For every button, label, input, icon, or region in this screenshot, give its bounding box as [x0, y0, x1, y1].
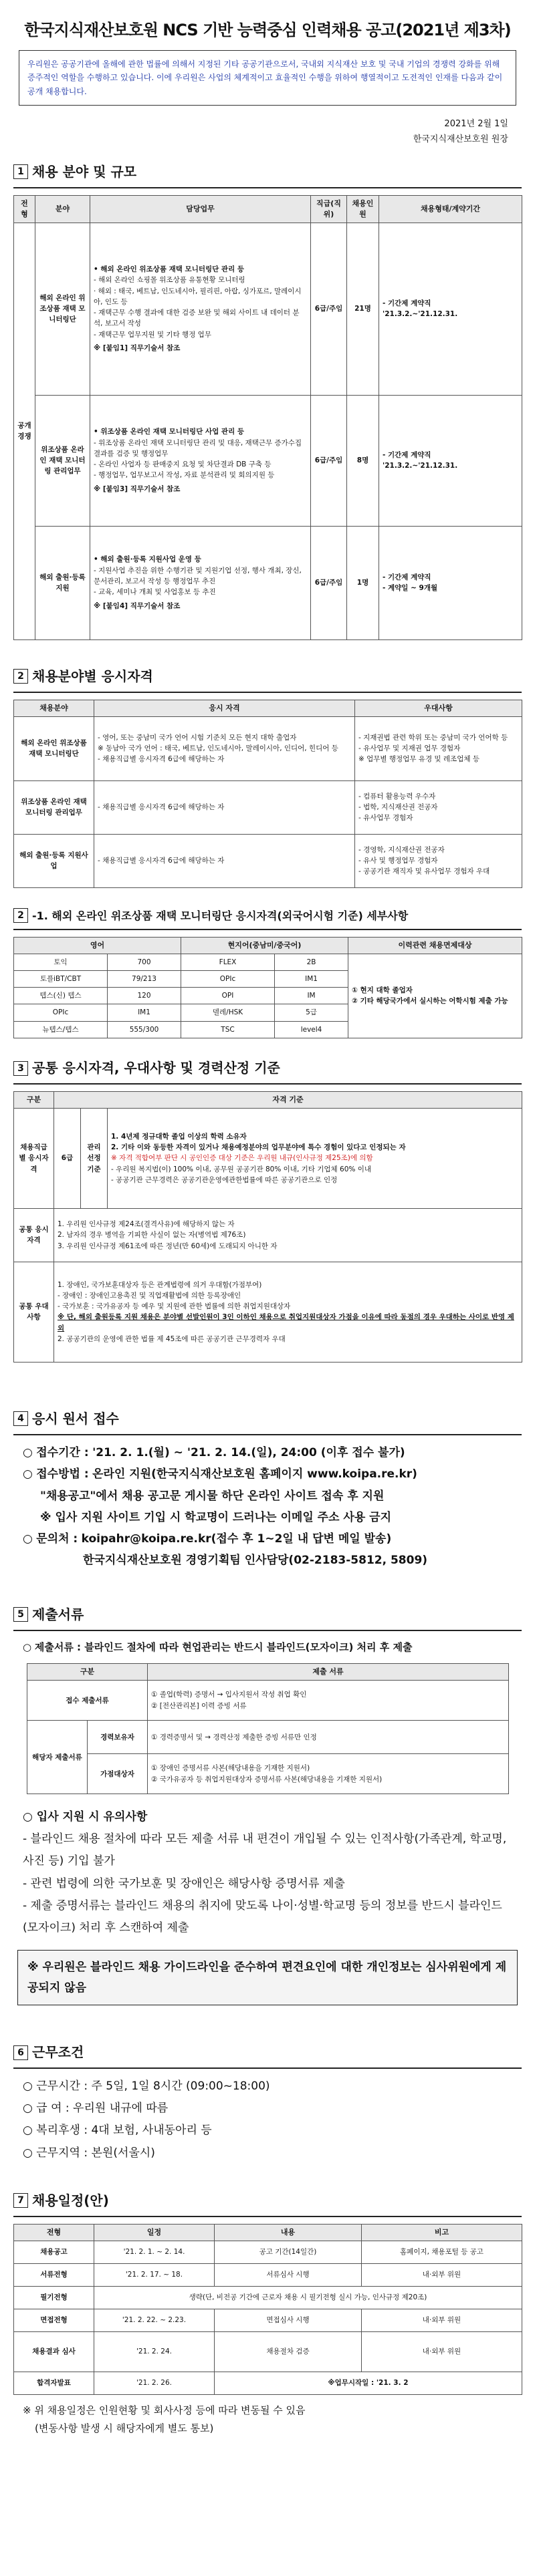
announce-org: 한국지식재산보호원 원장 [413, 134, 508, 145]
th-count: 채용인원 [347, 195, 379, 223]
sched-date: '21. 2. 22. ~ 2.23. [94, 2309, 215, 2331]
row3-duty-0: • 해외 출원·등록 지원사업 운영 등 [94, 555, 201, 564]
table-row [14, 2286, 522, 2309]
th-c-criteria: 자격 기준 [54, 1092, 522, 1109]
th-d-docs: 제출 서류 [148, 1664, 509, 1681]
contact-phone: 한국지식재산보호원 경영기획팀 인사담당(02-2183-5812, 5809) [83, 1554, 428, 1568]
lang-cell: OPIc [181, 970, 275, 987]
th-q-prefs: 우대사항 [355, 700, 522, 716]
lang-cell: OPIc [14, 1004, 108, 1021]
announce-date: 2021년 2월 1일 [444, 118, 508, 129]
row3-form-type: - 기간제 계약직 [383, 573, 431, 581]
qualification-table [13, 700, 522, 888]
lang-cell: level4 [275, 1021, 348, 1038]
lang-cell: IM1 [108, 1004, 181, 1021]
contact-line: ○ 문의처 : koipahr@koipa.re.kr(접수 후 1~2일 내 답변 메일 발송) [23, 1532, 392, 1546]
cq2-label: 공통 응시 자격 [14, 1208, 54, 1262]
d1-group: 접수 제출서류 [27, 1681, 148, 1721]
section-2a-title: -1. 해외 온라인 위조상품 재택 모니터링단 응시자격(외국어시험 기준) 세부사항 [32, 909, 409, 922]
lang-cell: FLEX [181, 954, 275, 970]
common-qual-table [13, 1091, 522, 1363]
section-4-title: 응시 원서 접수 [32, 1410, 119, 1427]
row2-form [379, 395, 522, 526]
q1-field: 해외 온라인 위조상품 재택 모니터링단 [14, 716, 94, 780]
th-type: 전형 [14, 195, 35, 223]
q1-qual-0: - 영어, 또는 중남미 국가 언어 시험 기준치 모든 현지 대학 출업자 [98, 733, 297, 742]
method-value[interactable]: 온라인 지원(한국지식재산보호원 홈페이지 www.koipa.re.kr) [92, 1467, 417, 1481]
sched-written-note: 생략(단, 비전공 기간에 근로자 채용 시 필기전형 실시 가능, 인사규정 제20조) [94, 2286, 522, 2309]
q1-pref-1: - 유사업무 및 지재권 업무 경험자 [358, 744, 461, 752]
section-2a-rule [13, 929, 522, 930]
d2-sub: 경력보유자 [88, 1721, 148, 1754]
q2-pref-0: - 컴퓨터 활용능력 우수자 [358, 792, 436, 801]
contact-email[interactable]: koipahr@koipa.re.kr(접수 후 1~2일 내 답변 메일 발송) [81, 1532, 392, 1546]
language-header [14, 937, 522, 954]
th-s-note: 비고 [362, 2224, 522, 2241]
section-7-title: 채용일정(안) [32, 2192, 109, 2208]
period-value: '21. 2. 1.(월) ~ '21. 2. 14.(일), 24:00 (이후 접수 불가) [92, 1445, 405, 1459]
lang-cell: 토플iBT/CBT [14, 970, 108, 987]
section-4-heading [13, 1409, 522, 1429]
lang-cell: OPI [181, 988, 275, 1004]
d1-item-0: ① 졸업(학력) 증명서 → 입사지원서 작성 취업 확인 [151, 1691, 307, 1699]
row2-count: 8명 [347, 395, 379, 526]
row1-duty-2: · 해외 : 태국, 베트남, 인도네시아, 필리핀, 아랍, 싱가포르, 말레이시아, 인도 등 [94, 287, 302, 306]
table-row [14, 1108, 522, 1208]
q3-qual-0: - 채용직급별 응시자격 6급에 해당하는 자 [98, 856, 225, 865]
lang-cell: 555/300 [108, 1021, 181, 1038]
cq2-line-1: 2. 남자의 경우 병역을 기피한 사실이 없는 자(병역법 제76조) [58, 1231, 246, 1240]
row2-duty-0: • 위조상품 온라인 재택 모니터링단 사업 관리 등 [94, 428, 245, 436]
table-row [14, 2372, 522, 2394]
section-1-rule [13, 187, 522, 188]
row3-form [379, 526, 522, 639]
th-q-quals: 응시 자격 [94, 700, 355, 716]
method-label: 접수방법 : [36, 1467, 89, 1481]
table-row [14, 2331, 522, 2372]
docs-lead: ○ 제출서류 : 블라인드 절차에 따라 현업관리는 반드시 블라인드(모자이크) 처리 후 제출 [23, 1640, 413, 1653]
lang-cell: 델레/HSK [181, 1004, 275, 1021]
section-3-title: 공통 응시자격, 우대사항 및 경력산정 기준 [32, 1060, 280, 1077]
schedule-note [23, 2402, 512, 2438]
schedule-note-line-1: ※ 위 채용일정은 인원현황 및 회사사정 등에 따라 변동될 수 있음 [23, 2404, 306, 2416]
caution-0: - 블라인드 채용 절차에 따라 모든 제출 서류 내 편견이 개입될 수 있는 인적사항(가족관계, 학교명, 사진 등) 기입 불가 [23, 1832, 507, 1868]
section-5-rule [13, 1630, 522, 1631]
table-row [14, 223, 522, 395]
cq1-line-3: - 우리원 복지법(이) 100% 이내, 공무원 공공기관 80% 이내, 기타 기업체 60% 이내 [111, 1165, 371, 1173]
condition-0: ○ 근무시간 : 주 5일, 1일 8시간 (09:00~18:00) [23, 2080, 270, 2094]
cq1-line-1: 2. 기타 이와 동등한 자격이 있거나 채용예정분야의 업무분야에 특수 경험이 있다고 인정되는 자 [111, 1143, 406, 1152]
sched-date: '21. 2. 26. [94, 2372, 215, 2394]
recruit-table [13, 195, 522, 640]
th-grade: 직급(직위) [311, 195, 347, 223]
table-row [14, 2309, 522, 2331]
lang-cell: IM1 [275, 970, 348, 987]
section-1-heading [13, 162, 522, 182]
q3-quals [94, 834, 355, 887]
table-row [27, 1754, 509, 1794]
row1-ref: ※ [붙임1] 직무기술서 참조 [94, 343, 181, 352]
contact-label: 문의처 : [36, 1532, 78, 1546]
cq1-line-2: ※ 자격 적합여부 판단 시 공인인증 대상 기준은 우리원 내규(인사규정 제25조)에 의함 [111, 1154, 373, 1163]
lang-cell: IM [275, 988, 348, 1004]
table-row [14, 780, 522, 834]
row2-duty-2: - 온라인 사업자 등 판매중지 요청 및 차단결과 DB 구축 등 [94, 460, 272, 469]
table-row [14, 395, 522, 526]
table-row [27, 1681, 509, 1721]
sched-stage: 면접전형 [14, 2309, 94, 2331]
caution-1: - 관련 법령에 의한 국가보훈 및 장애인은 해당사항 증명서류 제출 [23, 1876, 345, 1890]
row3-duty-2: - 교육, 세미나 개최 및 사업홍보 등 추진 [94, 588, 216, 597]
section-3-heading [13, 1058, 522, 1078]
common-qual-header [14, 1092, 522, 1109]
section-6-heading [13, 2043, 522, 2062]
th-s-stage: 전형 [14, 2224, 94, 2241]
th-q-field: 채용분야 [14, 700, 94, 716]
section-3-number: 3 [13, 1061, 28, 1076]
cq3-line-3: ※ 단, 해외 출원등록 지원 채용은 분야별 선발인원이 3인 이하인 채용으로 취업지원대상자 가점을 이유에 따라 동점의 경우 우대하는 사이로 반영 제외 [58, 1313, 514, 1332]
condition-2-text: 복리후생 : 4대 보험, 사내동아리 등 [36, 2124, 212, 2138]
th-duties: 담당업무 [90, 195, 311, 223]
sched-date: '21. 2. 24. [94, 2331, 215, 2372]
caution-2: - 제출 증명서류는 블라인드 채용의 취지에 맞도록 나이·성별·학교명 등의 정보를 반드시 블라인드(모자이크) 처리 후 스캔하여 제출 [23, 1898, 502, 1935]
cq1-line-0: 1. 4년제 정규대학 졸업 이상의 학력 소유자 [111, 1132, 247, 1141]
lang-cell: 79/213 [108, 970, 181, 987]
method-detail: "채용공고"에서 채용 공고문 게시물 하단 온라인 사이트 접속 후 지원 [40, 1489, 385, 1503]
sched-start-note: ※업무시작일 : '21. 3. 2 [215, 2372, 522, 2394]
docs-table [27, 1663, 509, 1794]
intro-box: 우리원은 공공기관에 올해에 관한 법률에 의해서 지정된 기타 공공기관으로서, 국내외 지식재산 보호 및 국내 기업의 경쟁력 강화를 위해 증주적인 역할을 수행하고 있습니다. 이에 우리원은 사업의 체계적이고 효율적인 수행을 위하여 행열적이고 도전적인 인재를 다음과 같이 공개 채용합니다. [19, 50, 516, 106]
caution-title-text: 입사 지원 시 유의사항 [36, 1810, 148, 1824]
application-info [23, 1442, 512, 1572]
sched-stage: 서류전형 [14, 2263, 94, 2286]
sched-content: 채용절차 검증 [215, 2331, 362, 2372]
period-line: ○ 접수기간 : '21. 2. 1.(월) ~ '21. 2. 14.(일), 24:00 (이후 접수 불가) [23, 1445, 405, 1459]
table-row [14, 2263, 522, 2286]
table-row [14, 2241, 522, 2263]
q3-pref-2: - 공공기관 재직자 및 유사업무 경험자 우대 [358, 867, 490, 876]
row3-form-period: - 계약일 ~ 9개월 [383, 584, 438, 593]
row2-field: 위조상품 온라인 재택 모니터링 관리업무 [35, 395, 90, 526]
row1-duties [90, 223, 311, 395]
row3-count: 1명 [347, 526, 379, 639]
section-6-number: 6 [13, 2045, 28, 2060]
row1-form-period: '21.3.2.~'21.12.31. [383, 310, 458, 319]
q3-prefs [355, 834, 522, 887]
sched-stage: 채용공고 [14, 2241, 94, 2263]
condition-2: ○ 복리후생 : 4대 보험, 사내동아리 등 [23, 2124, 212, 2138]
row3-grade: 6급/주임 [311, 526, 347, 639]
row1-duty-3: - 재택근무 수행 결과에 대한 검증 보완 및 해외 사이트 내 데이터 분석, 보고서 작성 [94, 309, 300, 328]
d3-item-1: ② 국가유공자 등 취업지원대상자 증명서류 사본(해당내용을 기재한 지원서) [151, 1775, 383, 1783]
row3-field: 해외 출원·등록 지원 [35, 526, 90, 639]
q2-field: 위조상품 온라인 재택 모니터링 관리업무 [14, 780, 94, 834]
th-exempt: 이력관련 채용면제대상 [348, 937, 522, 954]
blind-notice: ※ 우리원은 블라인드 채용 가이드라인을 준수하여 편견요인에 대한 개인정보는 심사위원에게 제공되지 않음 [17, 1950, 518, 2005]
cq2-line-2: 3. 우리원 인사규정 제61조에 따른 정년(만 60세)에 도래되지 아니한 자 [58, 1242, 278, 1250]
q1-qual-1: ※ 동남아 국가 언어 : 태국, 베트남, 인도네시아, 말레이시아, 인디어, 힌디어 등 [98, 744, 338, 752]
lang-cell: 120 [108, 988, 181, 1004]
q2-pref-2: - 유사업무 경험자 [358, 814, 413, 823]
th-s-date: 일정 [94, 2224, 215, 2241]
d1-item-1: ② [전산관리본] 이력 증빙 서류 [151, 1701, 247, 1710]
lang-cell: 뉴텝스/텝스 [14, 1021, 108, 1038]
period-label: 접수기간 : [36, 1445, 89, 1459]
table-row [27, 1721, 509, 1754]
q3-field: 해외 출원·등록 지원사업 [14, 834, 94, 887]
row2-grade: 6급/주임 [311, 395, 347, 526]
sched-note: 내·외부 위원 [362, 2309, 522, 2331]
q1-pref-2: ※ 업무별 행정업무 유경 및 레조업체 등 [358, 755, 479, 764]
lang-cell: 5급 [275, 1004, 348, 1021]
section-7-number: 7 [13, 2193, 28, 2208]
q1-prefs [355, 716, 522, 780]
email-notice: ※ 입사 지원 사이트 기입 시 학교명이 드러나는 이메일 주소 사용 금지 [40, 1510, 392, 1524]
condition-3-text: 근무지역 : 본원(서울시) [36, 2146, 155, 2160]
q1-pref-0: - 지재권법 관련 학위 또는 중남미 국가 언어학 등 [358, 733, 508, 742]
section-4-rule [13, 1434, 522, 1435]
section-7-heading [13, 2191, 522, 2210]
lang-cell: TSC [181, 1021, 275, 1038]
section-2a-heading [13, 908, 522, 923]
th-field: 분야 [35, 195, 90, 223]
lang-cell: 2B [275, 954, 348, 970]
lang-cell: 700 [108, 954, 181, 970]
table-row [14, 716, 522, 780]
section-4-number: 4 [13, 1411, 28, 1426]
d2-item-0: ① 경력증명서 및 → 경력산정 제출한 증빙 서류만 인정 [151, 1733, 317, 1741]
section-5-heading [13, 1605, 522, 1624]
lang-cell: 토익 [14, 954, 108, 970]
row2-form-type: - 기간제 계약직 [383, 450, 431, 459]
cq1-grade-sub: 관리 선정 기준 [81, 1108, 108, 1208]
cq2-line-0: 1. 우리원 인사규정 제24조(결격사유)에 해당하지 않는 자 [58, 1220, 235, 1229]
row1-duty-0: • 해외 온라인 위조상품 재택 모니터링단 관리 등 [94, 265, 245, 274]
schedule-header [14, 2224, 522, 2241]
q2-qual-0: - 채용직급별 응시자격 6급에 해당하는 자 [98, 803, 225, 811]
row3-duty-1: - 지원사업 추진을 위한 수행기관 및 지원기업 선정, 행사 개최, 장신, 문서관리, 보고서 작성 등 행정업무 추진 [94, 566, 302, 585]
th-local: 현지어(중남미/중국어) [181, 937, 348, 954]
q3-pref-0: - 경영학, 지식재산권 전공자 [358, 845, 445, 854]
method-line: ○ 접수방법 : 온라인 지원(한국지식재산보호원 홈페이지 www.koipa.re.kr) [23, 1467, 417, 1481]
cq3-line-4: 2. 공공기관의 운영에 관한 법률 제 45조에 따른 공공기관 근무경력자 우대 [58, 1334, 286, 1343]
cq3-lines [54, 1262, 522, 1362]
section-2-heading [13, 667, 522, 686]
condition-3: ○ 근무지역 : 본원(서울시) [23, 2146, 155, 2160]
cq1-label: 채용직급별 응시자격 [14, 1108, 54, 1208]
sched-stage: 채용결과 심사 [14, 2331, 94, 2372]
section-2-title: 채용분야별 응시자격 [32, 668, 153, 684]
th-d-group: 구분 [27, 1664, 148, 1681]
cq1-line-4: - 공공기관 근무경력은 공공기관운영에관한법률에 따른 공공기관으로 인정 [111, 1175, 338, 1184]
table-row [14, 1208, 522, 1262]
section-2a-number: 2 [13, 908, 28, 923]
section-3-rule [13, 1083, 522, 1085]
table-row [14, 526, 522, 639]
condition-1-text: 급 여 : 우리원 내규에 따름 [36, 2102, 169, 2116]
d1-items [148, 1681, 509, 1721]
q3-pref-1: - 유사 및 행정업무 경험자 [358, 856, 438, 865]
d2-group: 해당자 제출서류 [27, 1721, 88, 1794]
q1-quals [94, 716, 355, 780]
condition-1: ○ 급 여 : 우리원 내규에 따름 [23, 2102, 169, 2116]
schedule-table [13, 2224, 522, 2395]
docs-header [27, 1664, 509, 1681]
cq1-grade: 6급 [54, 1108, 81, 1208]
section-2-rule [13, 692, 522, 693]
sched-content: 공고 기간(14일간) [215, 2241, 362, 2263]
lang-cell: 텝스(신) 텝스 [14, 988, 108, 1004]
section-7-rule [13, 2216, 522, 2217]
d2-items [148, 1721, 509, 1754]
d3-items [148, 1754, 509, 1794]
th-english: 영어 [14, 937, 181, 954]
sched-content: 면접심사 시행 [215, 2309, 362, 2331]
row3-ref: ※ [붙임4] 직무기술서 참조 [94, 601, 181, 610]
row1-duty-1: - 해외 온라인 쇼핑몰 위조상품 유통현황 모니터링 [94, 276, 245, 285]
sched-date: '21. 2. 17. ~ 18. [94, 2263, 215, 2286]
th-s-content: 내용 [215, 2224, 362, 2241]
sched-note: 내·외부 위원 [362, 2331, 522, 2372]
section-1-number: 1 [13, 164, 28, 179]
row2-duty-3: - 행정업무, 업무보고서 작성, 자료 분석관리 및 회의지원 등 [94, 471, 275, 480]
row1-count: 21명 [347, 223, 379, 395]
recruit-table-header [14, 195, 522, 223]
sched-date: '21. 2. 1. ~ 2. 14. [94, 2241, 215, 2263]
section-5-number: 5 [13, 1607, 28, 1622]
d3-sub: 가점대상자 [88, 1754, 148, 1794]
row1-form [379, 223, 522, 395]
q2-quals [94, 780, 355, 834]
exempt-item-1: ② 기타 해당국가에서 실시하는 어학시험 제출 가능 [352, 997, 508, 1006]
section-6-rule [13, 2067, 522, 2069]
caution-title: ○ 입사 지원 시 유의사항 [23, 1810, 148, 1824]
sched-stage: 필기전형 [14, 2286, 94, 2309]
sched-stage: 합격자발표 [14, 2372, 94, 2394]
cq3-line-0: 1. 장애인, 국가보훈대상자 등은 관계법령에 의거 우대함(가점부여) [58, 1280, 262, 1289]
th-form: 채용형태/계약기간 [379, 195, 522, 223]
schedule-note-line-2: (변동사항 발생 시 해당자에게 별도 통보) [35, 2422, 214, 2434]
q2-pref-1: - 법학, 지식재산권 전공자 [358, 803, 438, 811]
row3-duties [90, 526, 311, 639]
row2-form-period: '21.3.2.~'21.12.31. [383, 462, 458, 470]
section-2-number: 2 [13, 669, 28, 684]
qualification-header [14, 700, 522, 716]
page-title: 한국지식재산보호원 NCS 기반 능력중심 인력채용 공고(2021년 제3차) [24, 21, 511, 39]
q2-prefs [355, 780, 522, 834]
section-5-title: 제출서류 [32, 1606, 84, 1622]
work-conditions [23, 2076, 512, 2164]
table-row [14, 954, 522, 970]
row1-duty-4: - 재택근무 업무지원 및 기타 행정 업무 [94, 330, 211, 339]
table-row [14, 1262, 522, 1362]
sched-note: 홈페이지, 채용포털 등 공고 [362, 2241, 522, 2263]
row1-form-type: - 기간제 계약직 [383, 299, 431, 307]
row1-field: 해외 온라인 위조상품 재택 모니터링단 [35, 223, 90, 395]
d3-item-0: ① 장애인 증명서류 사본(해당내용을 기재한 지원서) [151, 1764, 310, 1773]
row1-grade: 6급/주임 [311, 223, 347, 395]
caution-list [23, 1806, 512, 1939]
group-label: 공개경쟁 [14, 223, 35, 639]
row2-duties [90, 395, 311, 526]
table-row [14, 834, 522, 887]
th-c-label: 구분 [14, 1092, 54, 1109]
cq3-line-2: - 국가보훈 : 국가유공자 등 예우 및 지원에 관한 법률에 의한 취업지원대상자 [58, 1302, 291, 1311]
q1-qual-2: - 채용직급별 응시자격 6급에 해당하는 자 [98, 755, 225, 764]
cq3-label: 공통 우대 사항 [14, 1262, 54, 1362]
exempt-cell [348, 954, 522, 1038]
date-org [27, 116, 508, 148]
cq2-lines [54, 1208, 522, 1262]
row2-ref: ※ [붙임3] 직무기술서 참조 [94, 484, 181, 493]
section-1-title: 채용 분야 및 규모 [32, 163, 137, 180]
section-6-title: 근무조건 [32, 2044, 84, 2061]
sched-note: 내·외부 위원 [362, 2263, 522, 2286]
language-table [13, 937, 522, 1038]
cq1-lines [108, 1108, 522, 1208]
cq3-line-1: - 장애인 : 장애인고용촉진 및 직업재활법에 의한 등록장애인 [58, 1291, 241, 1300]
exempt-item-0: ① 현지 대학 졸업자 [352, 986, 413, 995]
docs-lead-text: 제출서류 : 블라인드 절차에 따라 현업관리는 반드시 블라인드(모자이크) 처리 후 제출 [34, 1640, 413, 1653]
row2-duty-1: - 위조상품 온라인 재택 모니터링단 관리 및 대응, 재택근무 증가수집 결과를 검증 및 행정업무 [94, 438, 302, 458]
sched-content: 서류심사 시행 [215, 2263, 362, 2286]
condition-0-text: 근무시간 : 주 5일, 1일 8시간 (09:00~18:00) [36, 2080, 270, 2094]
